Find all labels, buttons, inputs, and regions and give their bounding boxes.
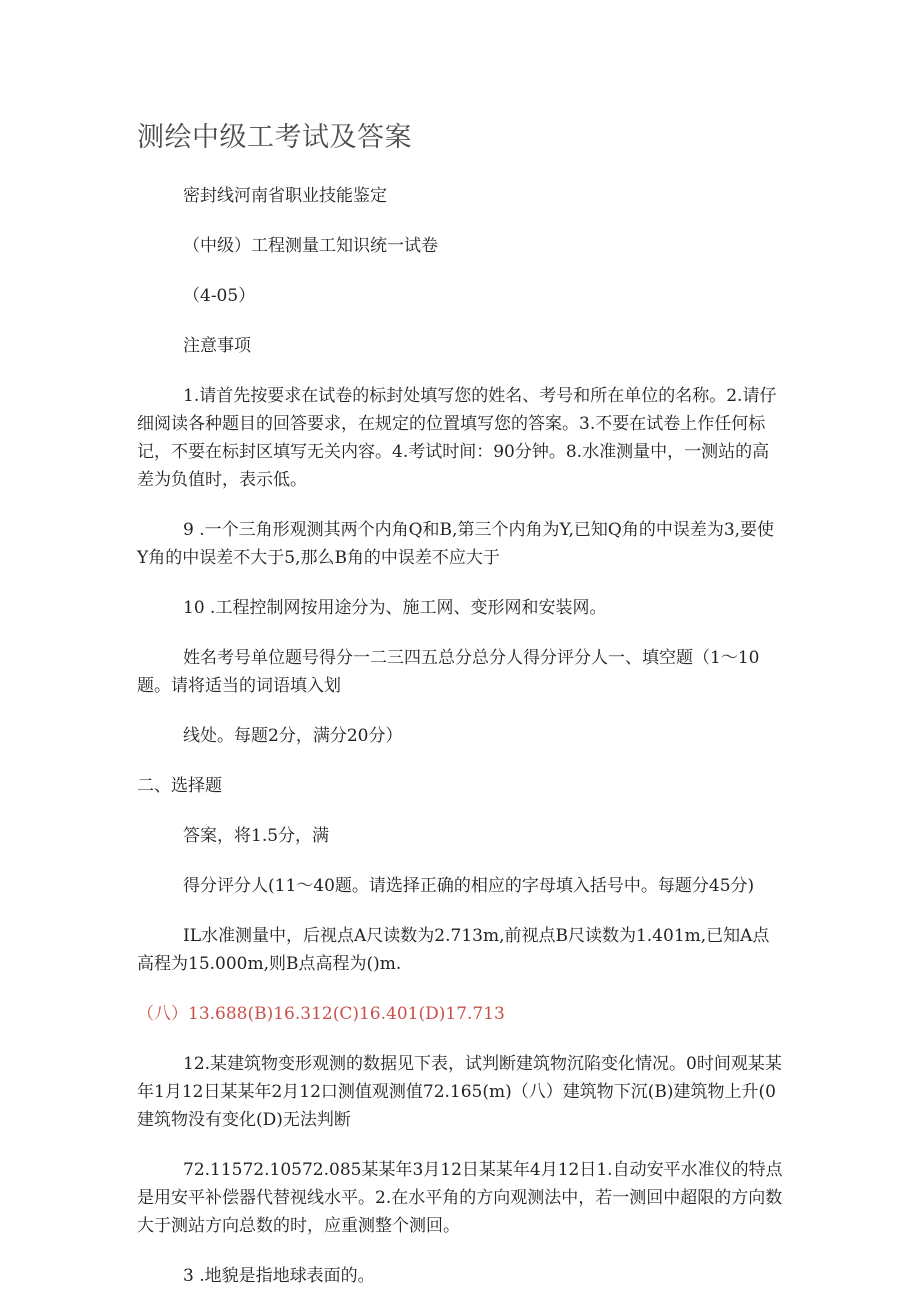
notice-heading: 注意事项	[183, 336, 251, 356]
question-12-data-and-true-false: 72.11572.10572.085某某年3月12日某某年4月12日1.自动安平水准仪的特点是用安平补偿器代替视线水平。2.在水平角的方向观测法中，若一测回中超限的方向数大于测站方向总数的时，应重测整个测回。	[137, 1160, 783, 1236]
question-12: 12.某建筑物变形观测的数据见下表，试判断建筑物沉陷变化情况。0时间观某某年1月12日某某年2月12口测值观测值72.165(m)（八）建筑物下沉(B)建筑物上升(0建筑物没有变化(D)无法判断	[137, 1054, 782, 1130]
notice-body: 1.请首先按要求在试卷的标封处填写您的姓名、考号和所在单位的名称。2.请仔细阅读各种题目的回答要求，在规定的位置填写您的答案。3.不要在试卷上作任何标记，不要在标封区填写无关内容。4.考试时间：90分钟。8.水准测量中，一测站的高差为负值时，表示低。	[137, 386, 777, 490]
choice-answer-note: 答案，将1.5分，满	[183, 826, 330, 846]
header-line-3: （4-05）	[183, 286, 256, 306]
choice-section-instructions: 得分评分人(11～40题。请选择正确的相应的字母填入括号中。每题分45分)	[183, 876, 755, 896]
question-11: IL水准测量中，后视点A尺读数为2.713m,前视点B尺读数为1.401m,已知A点高程为15.000m,则B点高程为()m.	[137, 926, 770, 974]
header-line-1: 密封线河南省职业技能鉴定	[183, 186, 387, 206]
fill-blank-scoring: 线处。每题2分，满分20分）	[183, 726, 403, 746]
fill-blank-section-header: 姓名考号单位题号得分一二三四五总分总分人得分评分人一、填空题（1～10题。请将适当的词语填入划	[137, 648, 760, 696]
document-page	[137, 118, 785, 1290]
choice-section-heading: 二、选择题	[137, 776, 222, 796]
question-3: 3 .地貌是指地球表面的。	[183, 1266, 375, 1286]
question-11-options: （八）13.688(B)16.312(C)16.401(D)17.713	[137, 1004, 505, 1024]
question-10: 10 .工程控制网按用途分为、施工网、变形网和安装网。	[183, 598, 607, 618]
header-line-2: （中级）工程测量工知识统一试卷	[183, 236, 438, 256]
document-title: 测绘中级工考试及答案	[137, 122, 412, 153]
question-9: 9 .一个三角形观测其两个内角Q和B,第三个内角为Y,已知Q角的中误差为3,要使Y角的中误差不大于5,那么B角的中误差不应大于	[137, 520, 775, 568]
